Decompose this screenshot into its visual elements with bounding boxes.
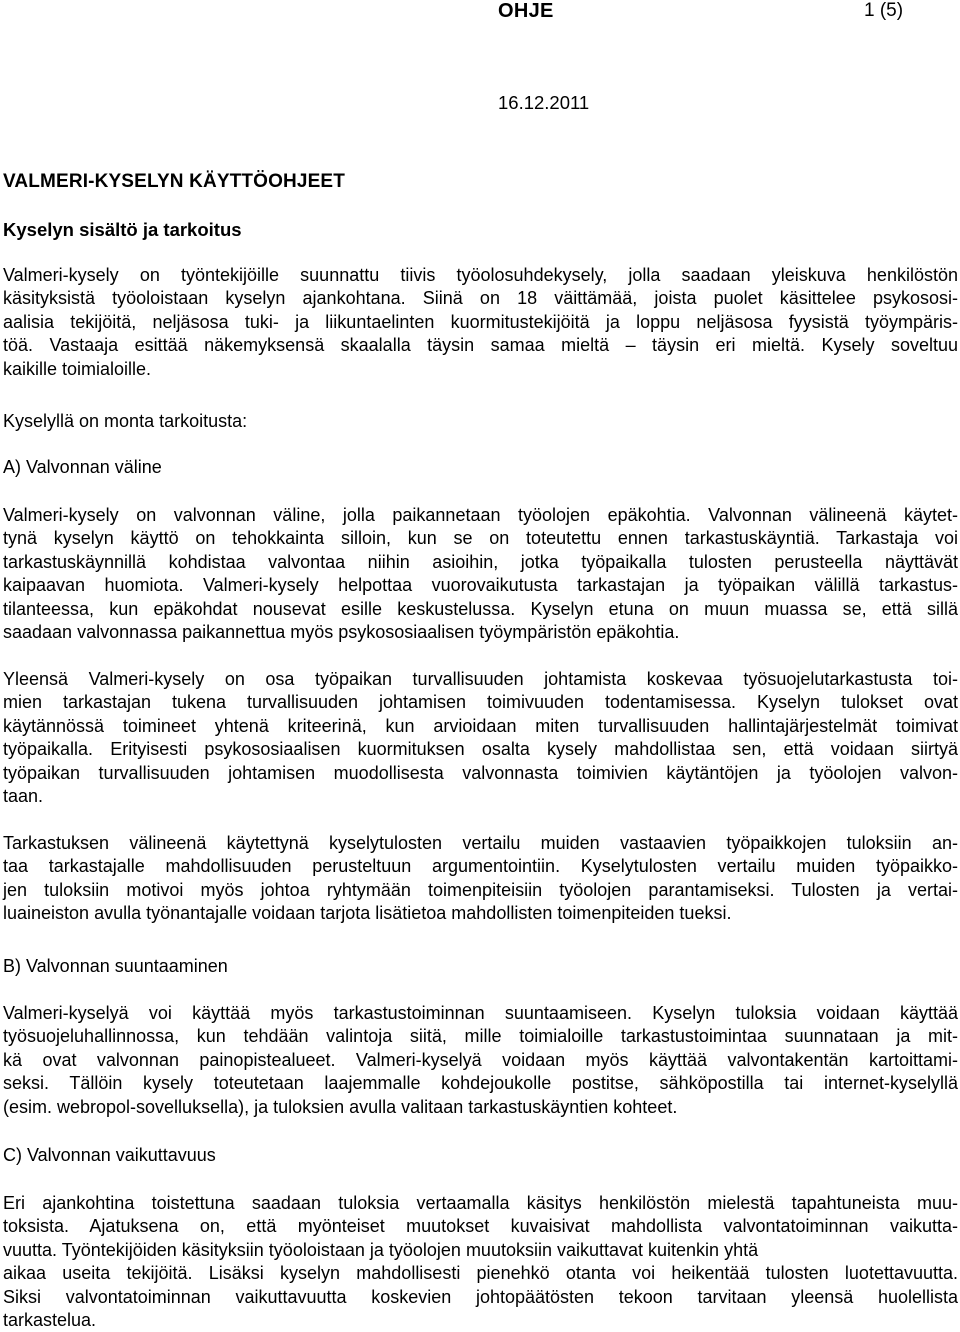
subheading-c: C) Valvonnan vaikuttavuus: [3, 1145, 216, 1165]
text-line: Eri ajankohtina toistettuna saadaan tuloksia vertaamalla käsitys henkilöstön mielestä tapahtuneista muu-: [3, 1193, 958, 1213]
paragraph-a3: [3, 832, 958, 926]
paragraph-a1: [3, 504, 958, 644]
text-line: tarkastuskäynnillä kohdistaa valvontaa niihin asioihin, jotka työpaikalla tulosten perusteella näyttävät: [3, 551, 958, 572]
text-line: Yleensä Valmeri-kysely on osa työpaikan turvallisuuden johtamista koskevaa työsuojelutarkastusta toi-: [3, 669, 958, 689]
document-type-label: OHJE: [498, 0, 554, 22]
subheading-b: B) Valvonnan suuntaaminen: [3, 956, 228, 976]
text-line: Valmeri-kysely on työntekijöille suunnattu tiivis työolosuhdekysely, jolla saadaan yleiskuva henkilöstön: [3, 265, 958, 285]
text-line: käytännössä toimineet yhtenä kriteerinä, kun arvioidaan miten turvallisuuden hallintajärjestelmät toimivat: [3, 715, 958, 736]
subheading-a: A) Valvonnan väline: [3, 457, 162, 477]
text-line: tarkastelua.: [3, 1310, 97, 1331]
text-line: kä ovat valvonnan painopistealueet. Valmeri-kyselyä voidaan myös käyttää valvontakentän kartoittami-: [3, 1049, 958, 1070]
text-line: työpaikalla. Erityisesti psykososiaalisen kuormituksen osalta kysely mahdollistaa sen, että voidaan siirtyä: [3, 739, 958, 760]
section-heading: Kyselyn sisältö ja tarkoitus: [3, 219, 242, 240]
text-line: kaikille toimialoille.: [3, 358, 152, 379]
paragraph-a2: [3, 668, 958, 808]
text-line: jen tuloksiin motivoi myös johtoa ryhtymään toimenpiteisiin työolojen parantamiseksi. Tulosten ja vertai-: [3, 879, 958, 900]
text-line: mien tarkastajan tukena turvallisuuden johtamisen toimivuuden todentamisessa. Kyselyn tulokset ovat: [3, 692, 958, 713]
text-line: Tarkastuksen välineenä käytettynä kyselytulosten vertailu muiden vastaavien työpaikkojen tuloksiin an-: [3, 833, 958, 853]
text-line: (esim. webropol-sovelluksella), ja tuloksien avulla valitaan tarkastuskäyntien kohteet.: [3, 1096, 678, 1117]
document-title: VALMERI-KYSELYN KÄYTTÖOHJEET: [3, 171, 346, 192]
purposes-intro: Kyselyllä on monta tarkoitusta:: [3, 411, 248, 431]
text-line: aikaa useita tekijöitä. Lisäksi kyselyn mahdollisesti pienehkö otanta voi heikentää tulosten luotettavuutta.: [3, 1263, 958, 1284]
text-line: seksi. Tällöin kysely toteutetaan laajemmalle kohdejoukolle postitse, sähköpostilla tai internet-kyselyllä: [3, 1073, 958, 1094]
text-line: luaineiston avulla työnantajalle voidaan tarjota lisätietoa mahdollisten toimenpiteiden tueksi.: [3, 903, 732, 924]
paragraph-b1: [3, 1002, 958, 1119]
paragraph-intro: [3, 264, 958, 381]
text-line: Valmeri-kysely on valvonnan väline, jolla paikannetaan työolojen epäkohtia. Valvonnan välineenä käytet-: [3, 505, 958, 525]
text-line: Valmeri-kyselyä voi käyttää myös tarkastustoiminnan suuntaamiseen. Kyselyn tuloksia voidaan käyttää: [3, 1003, 958, 1023]
text-line: aalisia tekijöitä, neljäsosa tuki- ja liikuntaelinten kuormitustekijöitä ja loppu neljäsosa fyysistä työympäris-: [3, 311, 958, 332]
text-line: vuutta. Työntekijöiden käsityksiin työoloistaan ja työolojen muutoksiin vaikuttavat kuitenkin yhtä: [3, 1239, 759, 1260]
document-date: 16.12.2011: [498, 92, 590, 113]
text-line: kaipaavan huomiota. Valmeri-kysely helpottaa vuorovaikutusta tarkastajan ja työpaikan välillä tarkastus-: [3, 575, 958, 596]
text-line: taa tarkastajalle mahdollisuuden perusteltuun argumentointiin. Kyselytulosten vertailu muiden työpaikko-: [3, 856, 958, 877]
text-line: töä. Vastaaja esittää näkemyksensä skaalalla täysin samaa mieltä – täysin eri mieltä. Kysely soveltuu: [3, 335, 958, 356]
text-line: työsuojeluhallinnossa, kun tehdään valintoja siitä, mille toimialoille tarkastustoimintaa suunnataan ja mit-: [3, 1026, 958, 1047]
text-line: saadaan valvonnassa paikannettua myös psykososiaalisen työympäristön epäkohtia.: [3, 622, 680, 643]
text-line: Siksi valvontatoiminnan vaikuttavuutta koskevien johtopäätösten tekoon tarvitaan yleensä huolellista: [3, 1286, 958, 1307]
text-line: tynä kyselyn käyttö on tehokkainta silloin, kun se on toteutettu ennen tarkastuskäyntiä. Tarkastaja voi: [3, 528, 958, 549]
text-line: taan.: [3, 786, 44, 807]
text-line: työpaikan turvallisuuden johtamisen muodollisesta valvonnasta toimivien käytäntöjen ja työolojen valvon-: [3, 762, 958, 783]
text-line: tilanteessa, kun epäkohdat nousevat esille keskustelussa. Kyselyn etuna on muun muassa se, että sillä: [3, 598, 958, 619]
page-number: 1 (5): [864, 0, 904, 21]
paragraph-c1: [3, 1192, 958, 1332]
text-line: käsityksistä työoloistaan kyselyn ajankohtana. Siinä on 18 väittämää, joista puolet käsittelee psykososi-: [3, 288, 958, 309]
text-line: toksista. Ajatuksena on, että myönteiset muutokset kuvaisivat mahdollista valvontatoiminnan vaikutta-: [3, 1216, 958, 1237]
